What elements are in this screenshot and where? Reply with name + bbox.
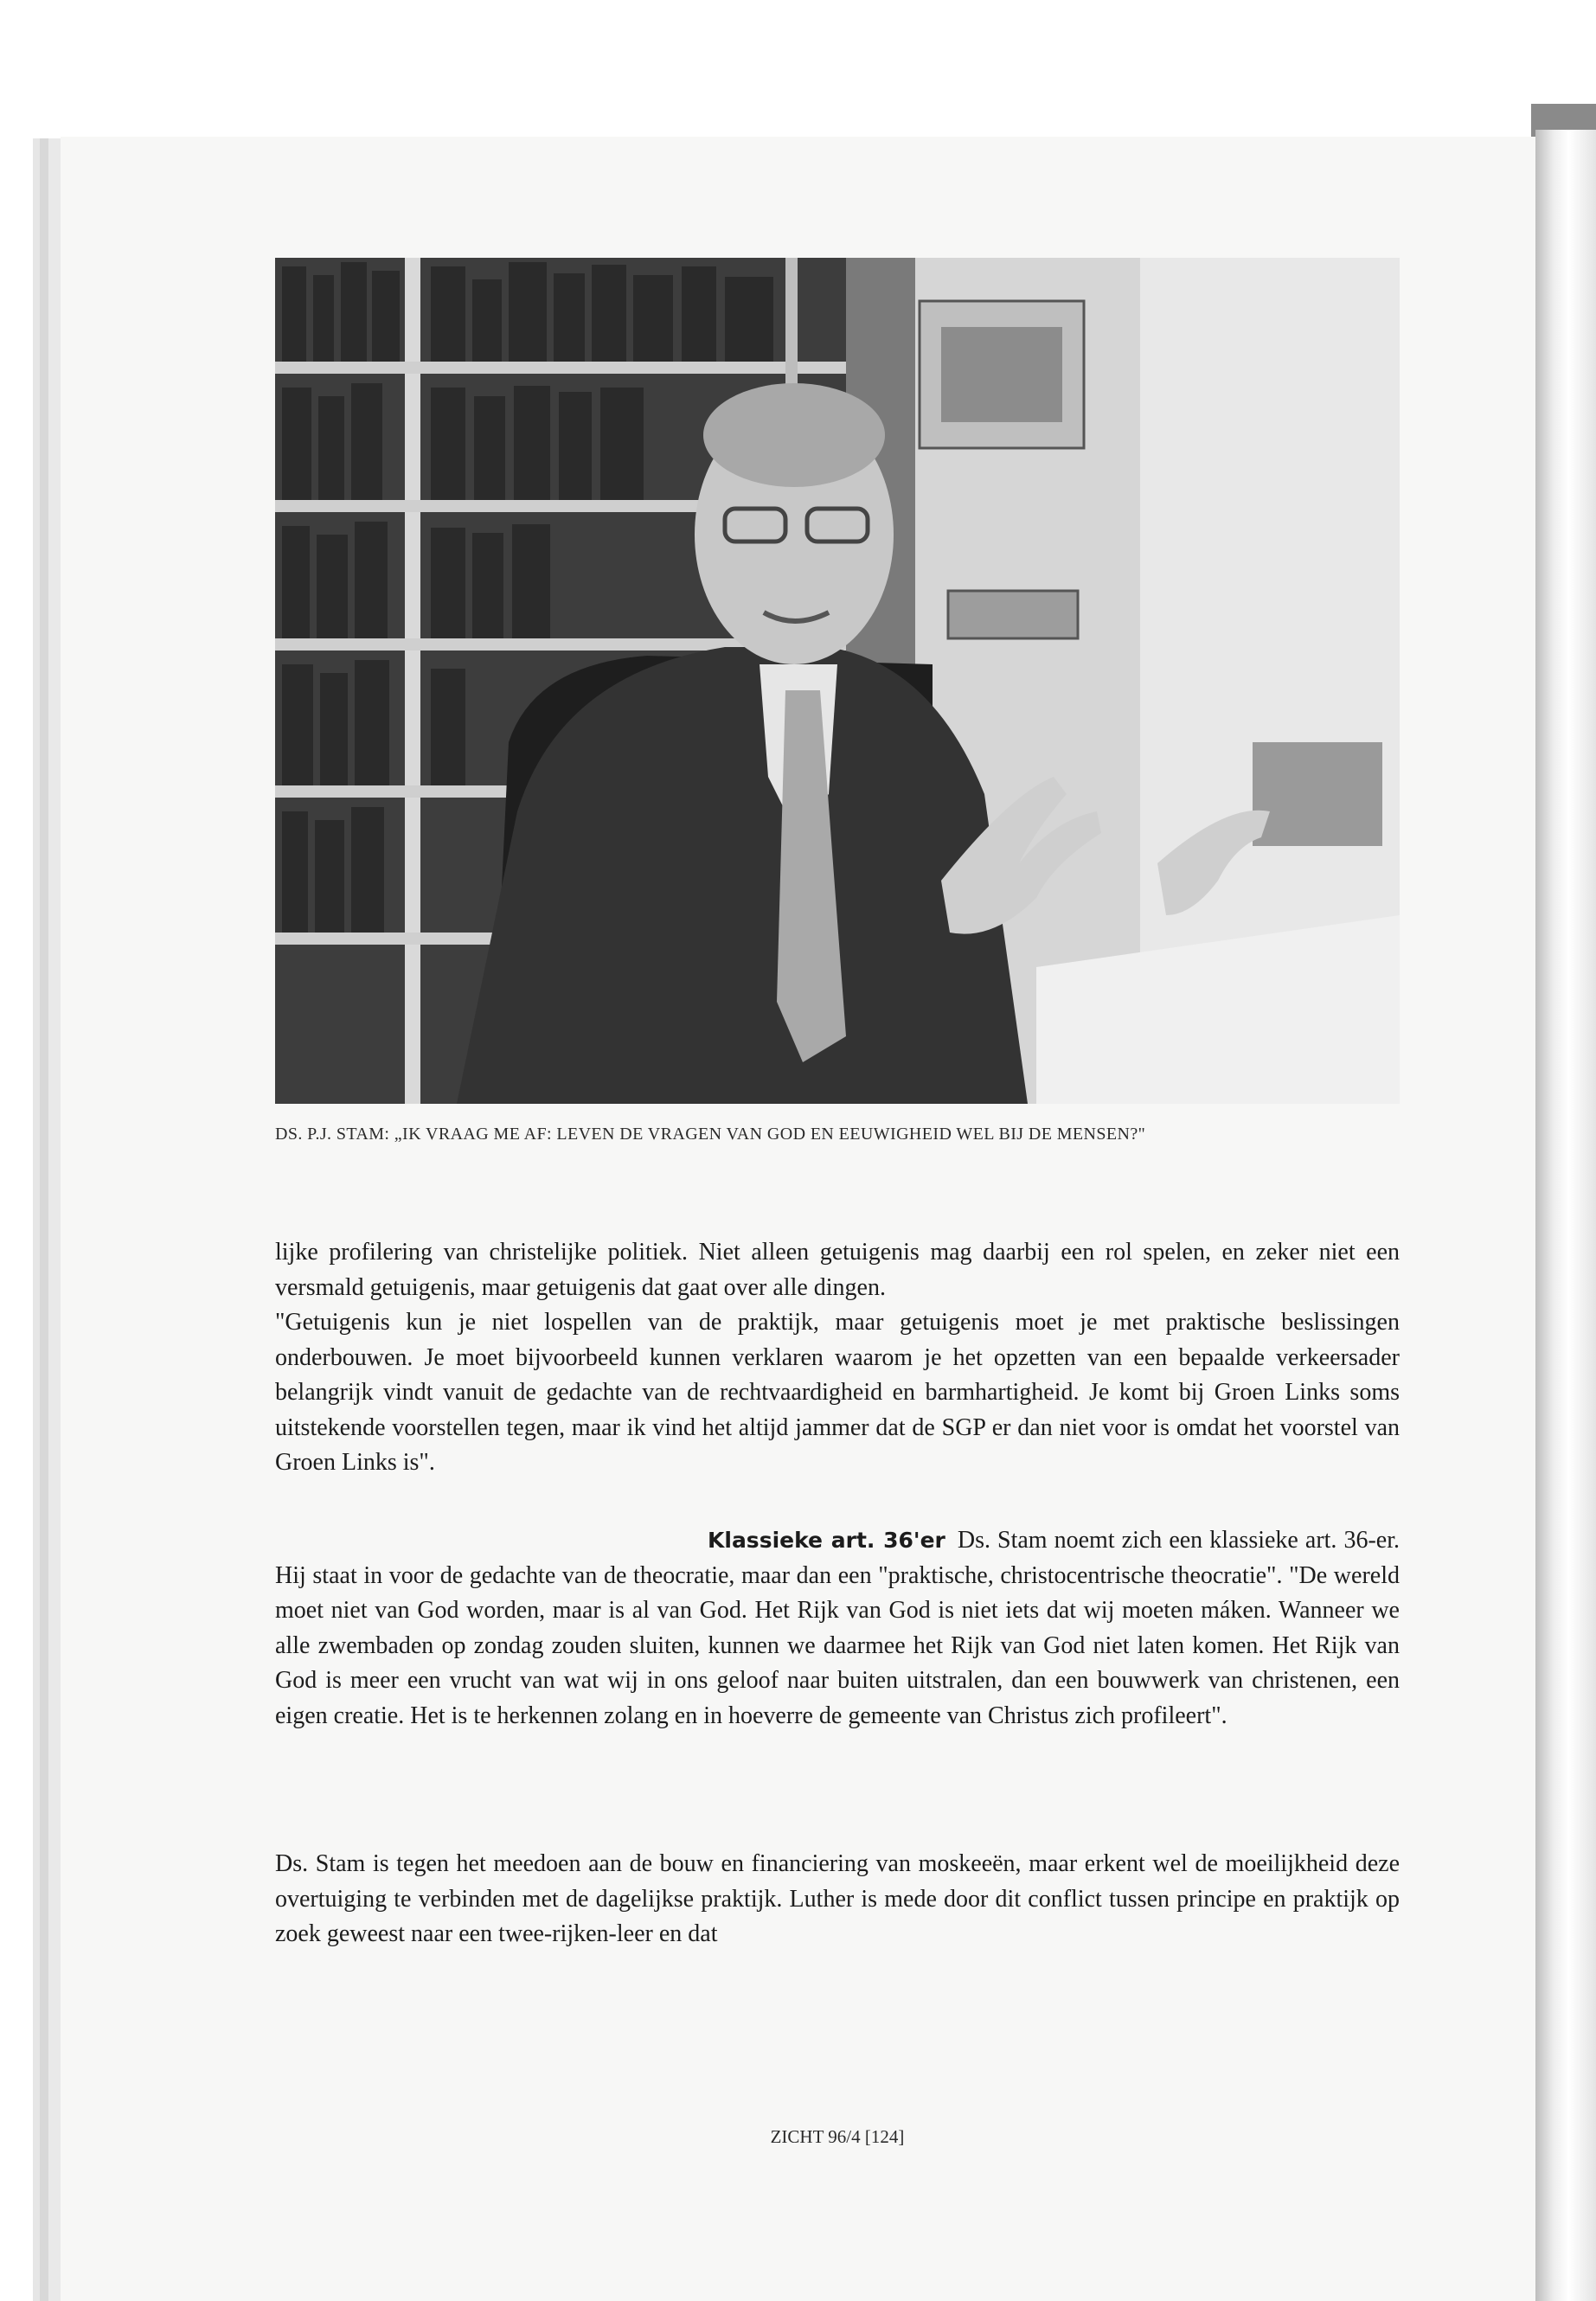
paragraph-theocratie — [275, 1523, 1400, 1734]
book-spine — [1535, 130, 1596, 2301]
paragraph-text: "Getuigenis kun je niet lospellen van de praktijk, maar getuigenis moet je met praktische beslissingen onderbouwen. Je moet bijvoorbeeld kunnen verklaren waarom je het opzetten van een bepaalde verkeersader belangrijk vindt vanuit de gedachte van de rechtvaardigheid en barmhartigheid. Je komt bij Groen Links soms uitstekende voorstellen tegen, maar ik vind het altijd jammer dat de SGP er dan niet voor is omdat het voorstel van Groen Links is". — [275, 1309, 1400, 1476]
paragraph-moskeeen — [275, 1847, 1400, 1952]
paragraph-text: Ds. Stam noemt zich een klassieke art. 36-er. Hij staat in voor de gedachte van de theocratie, maar dan een "praktische, christocentrische theocratie". "De wereld moet niet van God worden, maar is al van God. Het Rijk van God is niet iets dat wij moeten máken. Wanneer we alle zwembaden op zondag zouden sluiten, kunnen we daarmee het Rijk van God niet laten komen. Het Rijk van God is meer een vrucht van wat wij in ons geloof naar buiten uitstralen, dan een bouwwerk van christenen, een eigen creatie. Het is te herkennen zolang en in hoeverre de gemeente van Christus zich profileert". — [275, 1527, 1400, 1729]
portrait-photo — [275, 258, 1400, 1104]
photo-caption: DS. P.J. STAM: „IK VRAAG ME AF: LEVEN DE VRAGEN VAN GOD EN EEUWIGHEID WEL BIJ DE MENSEN?" — [275, 1125, 1146, 1144]
page-footer-folio: ZICHT 96/4 [124] — [770, 2126, 905, 2147]
page-stack-edge — [40, 138, 48, 2301]
section-subheading: Klassieke art. 36'er — [708, 1528, 945, 1553]
paragraph-text: lijke profilering van christelijke politiek. Niet alleen getuigenis mag daarbij een rol spelen, en zeker niet een versmald getuigenis, maar getuigenis dat gaat over alle dingen. — [275, 1239, 1400, 1301]
portrait-photo-illustration — [275, 258, 1400, 1104]
page-stack-edge — [48, 138, 61, 2301]
paragraph-intro — [275, 1235, 1400, 1481]
page-stack-edge — [33, 138, 40, 2301]
paragraph-text: Ds. Stam is tegen het meedoen aan de bouw en financiering van moskeeën, maar erkent wel de moeilijkheid deze overtuiging te verbinden met de dagelijkse praktijk. Luther is mede door dit conflict tussen principe en praktijk op zoek geweest naar een twee-rijken-leer en dat — [275, 1850, 1400, 1947]
